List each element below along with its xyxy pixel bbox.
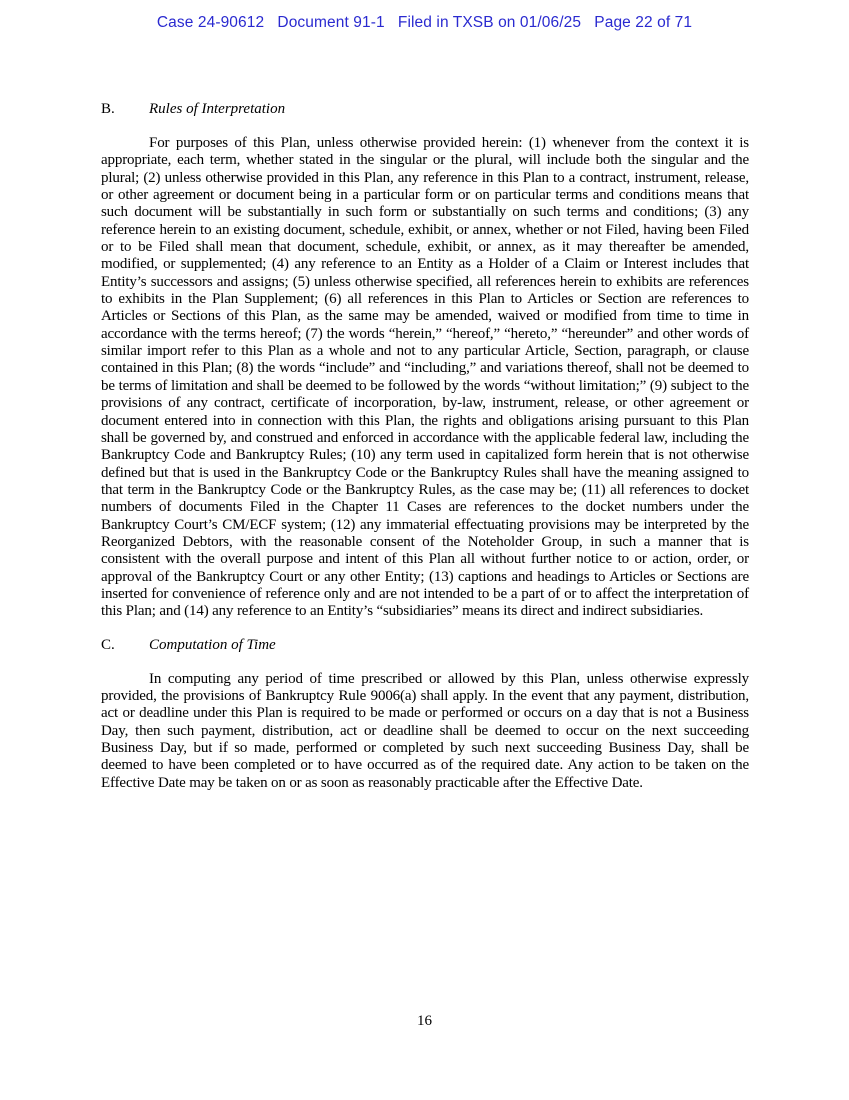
document-body [101,99,749,792]
filing-stamp: Case 24-90612 Document 91-1 Filed in TXSB on 01/06/25 Page 22 of 71 [156,14,693,31]
section-heading-computation-of-time [101,635,749,655]
section-number: B. [101,101,115,117]
section-title: Rules of Interpretation [149,101,286,117]
section-heading-rules-of-interpretation [101,99,749,119]
page-number: 16 [417,1013,432,1029]
section-number: C. [101,636,115,653]
section-title: Computation of Time [149,636,276,653]
section-paragraph-rules-of-interpretation: For purposes of this Plan, unless otherwise provided herein: (1) whenever from the context it is appropriate, each term, whether stated in the singular or the plural, will include both the singular and the plural; (2) unless otherwise provided in this Plan, any reference in this Plan to a contract, instrument, release, or other agreement or document being in a particular form or on particular terms and conditions means that such document will be substantially in such form or substantially on such terms and conditions; (3) any reference herein to an existing document, schedule, exhibit, or annex, whether or not Filed, having been Filed or to be Filed shall mean that document, schedule, exhibit, or annex, as it may thereafter be amended, modified, or supplemented; (4) any reference to an Entity as a Holder of a Claim or Interest includes that Entity’s successors and assigns; (5) unless otherwise specified, all references herein to exhibits are references to exhibits in the Plan Supplement; (6) all references in this Plan to Articles or Section are references to Articles or Sections of this Plan, as the same may be amended, waived or modified from time to time in accordance with the terms hereof; (7) the words “herein,” “hereof,” “hereto,” “hereunder” and other words of similar import refer to this Plan as a whole and not to any particular Article, Section, paragraph, or clause contained in this Plan; (8) the words “include” and “including,” and variations thereof, shall not be deemed to be terms of limitation and shall be deemed to be followed by the words “without limitation;” (9) subject to the provisions of any contract, certificate of incorporation, by-law, instrument, release, or other agreement or document entered into in connection with this Plan, the rights and obligations arising pursuant to this Plan shall be governed by, and construed and enforced in accordance with the applicable federal law, including the Bankruptcy Code and Bankruptcy Rules; (10) any term used in capitalized form herein that is not otherwise defined but that is used in the Bankruptcy Code or the Bankruptcy Rules shall have the meaning assigned to that term in the Bankruptcy Code or the Bankruptcy Rules, as the case may be; (11) all references to docket numbers of documents Filed in the Chapter 11 Cases are references to the docket numbers under the Bankruptcy Court’s CM/ECF system; (12) any immaterial effectuating provisions may be interpreted by the Reorganized Debtors, with the reasonable consent of the Noteholder Group, in such a manner that is consistent with the overall purpose and intent of this Plan all without further notice to or action, order, or approval of the Bankruptcy Court or any other Entity; (13) captions and headings to Articles or Sections are inserted for convenience of reference only and are not intended to be a part of or to affect the interpretation of this Plan; and (14) any reference to an Entity’s “subsidiaries” means its direct and indirect subsidiaries. [101,135,749,620]
section-paragraph-computation-of-time: In computing any period of time prescribed or allowed by this Plan, unless otherwise expressly provided, the provisions of Bankruptcy Rule 9006(a) shall apply. In the event that any payment, distribution, act or deadline under this Plan is required to be made or performed or occurs on a day that is not a Business Day, then such payment, distribution, act or deadline shall be deemed to occur on the next succeeding Business Day, but if so made, performed or completed by such next succeeding Business Day, shall be deemed to have been completed or to have occurred as of the required date. Any action to be taken on the Effective Date may be taken on or as soon as reasonably practicable after the Effective Date. [101,670,749,791]
